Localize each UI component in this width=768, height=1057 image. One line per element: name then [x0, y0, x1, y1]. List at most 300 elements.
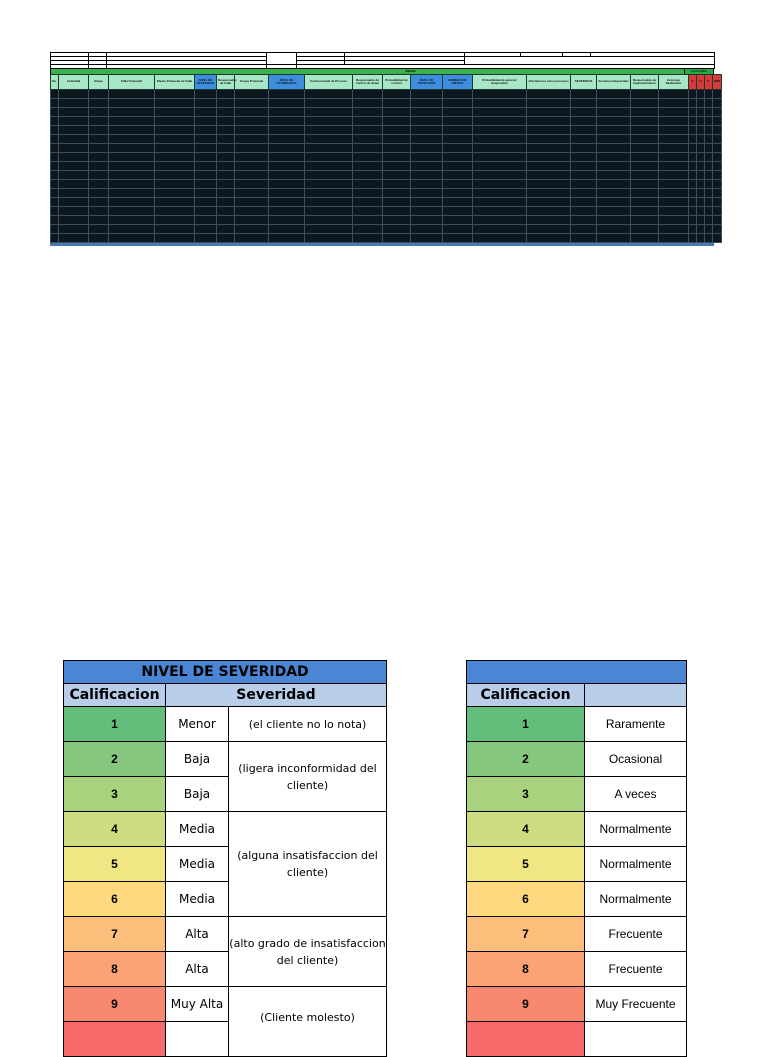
worksheet-cell[interactable] — [571, 234, 597, 243]
worksheet-cell[interactable] — [51, 153, 59, 162]
worksheet-cell[interactable] — [443, 207, 473, 216]
worksheet-cell[interactable] — [235, 153, 269, 162]
worksheet-cell[interactable] — [411, 234, 443, 243]
worksheet-cell[interactable] — [59, 234, 89, 243]
worksheet-cell[interactable] — [353, 171, 383, 180]
worksheet-cell[interactable] — [705, 189, 713, 198]
worksheet-cell[interactable] — [51, 117, 59, 126]
worksheet-cell[interactable] — [713, 225, 722, 234]
worksheet-cell[interactable] — [411, 99, 443, 108]
worksheet-cell[interactable] — [443, 126, 473, 135]
worksheet-cell[interactable] — [659, 171, 689, 180]
worksheet-cell[interactable] — [659, 99, 689, 108]
worksheet-cell[interactable] — [697, 225, 705, 234]
worksheet-cell[interactable] — [383, 144, 411, 153]
worksheet-cell[interactable] — [697, 180, 705, 189]
worksheet-cell[interactable] — [697, 90, 705, 99]
worksheet-cell[interactable] — [109, 99, 155, 108]
worksheet-cell[interactable] — [571, 99, 597, 108]
worksheet-cell[interactable] — [713, 135, 722, 144]
worksheet-cell[interactable] — [597, 135, 631, 144]
worksheet-cell[interactable] — [217, 162, 235, 171]
worksheet-cell[interactable] — [59, 108, 89, 117]
worksheet-cell[interactable] — [305, 135, 353, 144]
worksheet-cell[interactable] — [269, 225, 305, 234]
worksheet-cell[interactable] — [109, 225, 155, 234]
worksheet-cell[interactable] — [571, 207, 597, 216]
worksheet-cell[interactable] — [353, 216, 383, 225]
worksheet-cell[interactable] — [195, 117, 217, 126]
worksheet-cell[interactable] — [155, 153, 195, 162]
worksheet-cell[interactable] — [155, 171, 195, 180]
worksheet-cell[interactable] — [689, 171, 697, 180]
worksheet-cell[interactable] — [89, 234, 109, 243]
worksheet-cell[interactable] — [473, 144, 527, 153]
worksheet-cell[interactable] — [659, 189, 689, 198]
worksheet-cell[interactable] — [217, 180, 235, 189]
worksheet-cell[interactable] — [235, 144, 269, 153]
worksheet-cell[interactable] — [597, 189, 631, 198]
worksheet-cell[interactable] — [527, 234, 571, 243]
worksheet-cell[interactable] — [659, 216, 689, 225]
worksheet-cell[interactable] — [305, 180, 353, 189]
worksheet-cell[interactable] — [689, 99, 697, 108]
worksheet-cell[interactable] — [109, 234, 155, 243]
worksheet-cell[interactable] — [217, 171, 235, 180]
worksheet-cell[interactable] — [527, 216, 571, 225]
worksheet-cell[interactable] — [217, 189, 235, 198]
worksheet-cell[interactable] — [383, 234, 411, 243]
worksheet-cell[interactable] — [689, 117, 697, 126]
worksheet-cell[interactable] — [383, 180, 411, 189]
worksheet-cell[interactable] — [217, 108, 235, 117]
worksheet-cell[interactable] — [89, 207, 109, 216]
worksheet-cell[interactable] — [195, 225, 217, 234]
worksheet-cell[interactable] — [689, 144, 697, 153]
worksheet-cell[interactable] — [51, 135, 59, 144]
worksheet-cell[interactable] — [705, 108, 713, 117]
worksheet-cell[interactable] — [59, 225, 89, 234]
worksheet-cell[interactable] — [713, 153, 722, 162]
worksheet-cell[interactable] — [443, 180, 473, 189]
worksheet-cell[interactable] — [597, 162, 631, 171]
worksheet-cell[interactable] — [443, 216, 473, 225]
worksheet-cell[interactable] — [195, 180, 217, 189]
worksheet-cell[interactable] — [89, 99, 109, 108]
worksheet-cell[interactable] — [195, 171, 217, 180]
worksheet-cell[interactable] — [713, 126, 722, 135]
worksheet-cell[interactable] — [697, 189, 705, 198]
worksheet-cell[interactable] — [697, 198, 705, 207]
worksheet-cell[interactable] — [697, 153, 705, 162]
worksheet-cell[interactable] — [705, 153, 713, 162]
worksheet-cell[interactable] — [155, 126, 195, 135]
worksheet-cell[interactable] — [705, 198, 713, 207]
worksheet-cell[interactable] — [527, 153, 571, 162]
worksheet-cell[interactable] — [473, 225, 527, 234]
worksheet-cell[interactable] — [597, 171, 631, 180]
worksheet-cell[interactable] — [217, 90, 235, 99]
worksheet-cell[interactable] — [527, 207, 571, 216]
worksheet-cell[interactable] — [269, 153, 305, 162]
worksheet-cell[interactable] — [443, 162, 473, 171]
worksheet-cell[interactable] — [411, 207, 443, 216]
worksheet-cell[interactable] — [631, 117, 659, 126]
worksheet-cell[interactable] — [473, 180, 527, 189]
worksheet-cell[interactable] — [155, 99, 195, 108]
worksheet-cell[interactable] — [59, 189, 89, 198]
worksheet-cell[interactable] — [235, 162, 269, 171]
worksheet-cell[interactable] — [597, 117, 631, 126]
worksheet-cell[interactable] — [473, 234, 527, 243]
worksheet-cell[interactable] — [631, 207, 659, 216]
worksheet-cell[interactable] — [195, 135, 217, 144]
worksheet-cell[interactable] — [527, 198, 571, 207]
worksheet-cell[interactable] — [631, 162, 659, 171]
worksheet-cell[interactable] — [631, 99, 659, 108]
worksheet-cell[interactable] — [89, 180, 109, 189]
worksheet-cell[interactable] — [383, 216, 411, 225]
worksheet-cell[interactable] — [195, 234, 217, 243]
worksheet-cell[interactable] — [527, 162, 571, 171]
worksheet-cell[interactable] — [269, 180, 305, 189]
worksheet-cell[interactable] — [443, 225, 473, 234]
worksheet-cell[interactable] — [571, 153, 597, 162]
worksheet-cell[interactable] — [109, 207, 155, 216]
worksheet-cell[interactable] — [305, 162, 353, 171]
worksheet-cell[interactable] — [155, 216, 195, 225]
worksheet-cell[interactable] — [705, 180, 713, 189]
worksheet-cell[interactable] — [443, 171, 473, 180]
worksheet-cell[interactable] — [269, 99, 305, 108]
worksheet-cell[interactable] — [109, 144, 155, 153]
worksheet-cell[interactable] — [697, 171, 705, 180]
worksheet-cell[interactable] — [235, 207, 269, 216]
worksheet-cell[interactable] — [713, 99, 722, 108]
worksheet-cell[interactable] — [155, 180, 195, 189]
worksheet-cell[interactable] — [235, 216, 269, 225]
worksheet-cell[interactable] — [383, 189, 411, 198]
worksheet-cell[interactable] — [713, 216, 722, 225]
worksheet-cell[interactable] — [571, 225, 597, 234]
worksheet-cell[interactable] — [527, 189, 571, 198]
worksheet-cell[interactable] — [571, 108, 597, 117]
worksheet-cell[interactable] — [269, 216, 305, 225]
worksheet-cell[interactable] — [269, 198, 305, 207]
worksheet-cell[interactable] — [235, 189, 269, 198]
worksheet-cell[interactable] — [697, 99, 705, 108]
worksheet-cell[interactable] — [269, 234, 305, 243]
worksheet-cell[interactable] — [527, 126, 571, 135]
worksheet-cell[interactable] — [109, 162, 155, 171]
worksheet-cell[interactable] — [89, 126, 109, 135]
worksheet-cell[interactable] — [305, 189, 353, 198]
worksheet-cell[interactable] — [443, 144, 473, 153]
worksheet-cell[interactable] — [597, 216, 631, 225]
worksheet-cell[interactable] — [631, 90, 659, 99]
worksheet-cell[interactable] — [713, 207, 722, 216]
worksheet-cell[interactable] — [59, 198, 89, 207]
worksheet-cell[interactable] — [89, 144, 109, 153]
worksheet-cell[interactable] — [235, 180, 269, 189]
worksheet-cell[interactable] — [689, 234, 697, 243]
worksheet-cell[interactable] — [597, 99, 631, 108]
worksheet-cell[interactable] — [571, 90, 597, 99]
worksheet-cell[interactable] — [155, 90, 195, 99]
worksheet-cell[interactable] — [109, 117, 155, 126]
worksheet-cell[interactable] — [597, 144, 631, 153]
worksheet-cell[interactable] — [269, 117, 305, 126]
worksheet-cell[interactable] — [697, 144, 705, 153]
worksheet-cell[interactable] — [689, 135, 697, 144]
worksheet-cell[interactable] — [217, 144, 235, 153]
worksheet-cell[interactable] — [571, 117, 597, 126]
worksheet-cell[interactable] — [109, 216, 155, 225]
worksheet-cell[interactable] — [89, 135, 109, 144]
worksheet-cell[interactable] — [659, 180, 689, 189]
worksheet-cell[interactable] — [353, 162, 383, 171]
worksheet-cell[interactable] — [353, 225, 383, 234]
worksheet-cell[interactable] — [59, 135, 89, 144]
worksheet-cell[interactable] — [109, 153, 155, 162]
worksheet-cell[interactable] — [383, 162, 411, 171]
worksheet-cell[interactable] — [411, 162, 443, 171]
worksheet-cell[interactable] — [155, 234, 195, 243]
worksheet-cell[interactable] — [527, 108, 571, 117]
worksheet-cell[interactable] — [51, 144, 59, 153]
worksheet-cell[interactable] — [51, 99, 59, 108]
worksheet-cell[interactable] — [59, 171, 89, 180]
worksheet-cell[interactable] — [195, 207, 217, 216]
worksheet-cell[interactable] — [697, 216, 705, 225]
worksheet-cell[interactable] — [659, 153, 689, 162]
worksheet-cell[interactable] — [689, 225, 697, 234]
worksheet-cell[interactable] — [155, 162, 195, 171]
worksheet-cell[interactable] — [269, 108, 305, 117]
worksheet-cell[interactable] — [353, 198, 383, 207]
worksheet-cell[interactable] — [353, 99, 383, 108]
worksheet-cell[interactable] — [473, 207, 527, 216]
worksheet-cell[interactable] — [269, 135, 305, 144]
worksheet-cell[interactable] — [473, 126, 527, 135]
worksheet-cell[interactable] — [155, 225, 195, 234]
worksheet-cell[interactable] — [411, 189, 443, 198]
worksheet-cell[interactable] — [689, 216, 697, 225]
worksheet-cell[interactable] — [571, 180, 597, 189]
worksheet-cell[interactable] — [195, 126, 217, 135]
worksheet-cell[interactable] — [659, 207, 689, 216]
worksheet-cell[interactable] — [631, 144, 659, 153]
worksheet-cell[interactable] — [383, 198, 411, 207]
worksheet-cell[interactable] — [697, 135, 705, 144]
worksheet-cell[interactable] — [631, 234, 659, 243]
worksheet-cell[interactable] — [235, 99, 269, 108]
worksheet-cell[interactable] — [527, 117, 571, 126]
worksheet-cell[interactable] — [217, 234, 235, 243]
worksheet-cell[interactable] — [713, 234, 722, 243]
worksheet-cell[interactable] — [689, 126, 697, 135]
worksheet-cell[interactable] — [383, 135, 411, 144]
worksheet-cell[interactable] — [383, 108, 411, 117]
worksheet-cell[interactable] — [443, 198, 473, 207]
worksheet-cell[interactable] — [89, 225, 109, 234]
worksheet-cell[interactable] — [705, 207, 713, 216]
worksheet-cell[interactable] — [217, 126, 235, 135]
worksheet-cell[interactable] — [689, 189, 697, 198]
worksheet-cell[interactable] — [305, 108, 353, 117]
worksheet-cell[interactable] — [89, 198, 109, 207]
worksheet-cell[interactable] — [59, 180, 89, 189]
worksheet-cell[interactable] — [353, 117, 383, 126]
worksheet-cell[interactable] — [305, 216, 353, 225]
worksheet-cell[interactable] — [713, 108, 722, 117]
worksheet-cell[interactable] — [443, 135, 473, 144]
worksheet-cell[interactable] — [155, 117, 195, 126]
worksheet-cell[interactable] — [155, 198, 195, 207]
worksheet-cell[interactable] — [217, 198, 235, 207]
worksheet-cell[interactable] — [631, 216, 659, 225]
worksheet-cell[interactable] — [51, 198, 59, 207]
worksheet-cell[interactable] — [659, 144, 689, 153]
worksheet-cell[interactable] — [89, 90, 109, 99]
worksheet-cell[interactable] — [689, 198, 697, 207]
worksheet-cell[interactable] — [353, 153, 383, 162]
worksheet-cell[interactable] — [411, 117, 443, 126]
worksheet-cell[interactable] — [383, 153, 411, 162]
worksheet-cell[interactable] — [571, 171, 597, 180]
worksheet-cell[interactable] — [713, 189, 722, 198]
worksheet-cell[interactable] — [527, 99, 571, 108]
worksheet-cell[interactable] — [305, 171, 353, 180]
worksheet-cell[interactable] — [705, 126, 713, 135]
worksheet-cell[interactable] — [59, 126, 89, 135]
worksheet-cell[interactable] — [571, 162, 597, 171]
worksheet-cell[interactable] — [689, 90, 697, 99]
worksheet-cell[interactable] — [443, 90, 473, 99]
worksheet-cell[interactable] — [89, 108, 109, 117]
worksheet-cell[interactable] — [195, 189, 217, 198]
worksheet-cell[interactable] — [109, 126, 155, 135]
worksheet-cell[interactable] — [235, 171, 269, 180]
worksheet-cell[interactable] — [597, 225, 631, 234]
worksheet-cell[interactable] — [571, 135, 597, 144]
worksheet-cell[interactable] — [597, 198, 631, 207]
worksheet-cell[interactable] — [697, 234, 705, 243]
worksheet-cell[interactable] — [269, 144, 305, 153]
worksheet-cell[interactable] — [195, 198, 217, 207]
worksheet-cell[interactable] — [305, 225, 353, 234]
worksheet-cell[interactable] — [305, 99, 353, 108]
worksheet-cell[interactable] — [235, 234, 269, 243]
worksheet-cell[interactable] — [705, 90, 713, 99]
worksheet-cell[interactable] — [659, 198, 689, 207]
worksheet-cell[interactable] — [705, 99, 713, 108]
worksheet-cell[interactable] — [697, 207, 705, 216]
worksheet-cell[interactable] — [89, 153, 109, 162]
worksheet-cell[interactable] — [235, 135, 269, 144]
worksheet-cell[interactable] — [411, 108, 443, 117]
worksheet-cell[interactable] — [411, 135, 443, 144]
worksheet-cell[interactable] — [51, 126, 59, 135]
worksheet-cell[interactable] — [109, 90, 155, 99]
worksheet-cell[interactable] — [689, 153, 697, 162]
worksheet-cell[interactable] — [109, 171, 155, 180]
worksheet-cell[interactable] — [631, 189, 659, 198]
worksheet-cell[interactable] — [195, 99, 217, 108]
worksheet-cell[interactable] — [305, 198, 353, 207]
worksheet-cell[interactable] — [383, 126, 411, 135]
worksheet-cell[interactable] — [109, 189, 155, 198]
worksheet-cell[interactable] — [269, 207, 305, 216]
worksheet-cell[interactable] — [235, 126, 269, 135]
worksheet-cell[interactable] — [217, 99, 235, 108]
worksheet-cell[interactable] — [443, 234, 473, 243]
worksheet-cell[interactable] — [195, 144, 217, 153]
worksheet-cell[interactable] — [195, 153, 217, 162]
worksheet-cell[interactable] — [383, 117, 411, 126]
worksheet-cell[interactable] — [411, 198, 443, 207]
worksheet-cell[interactable] — [235, 117, 269, 126]
worksheet-cell[interactable] — [217, 153, 235, 162]
worksheet-cell[interactable] — [59, 90, 89, 99]
worksheet-cell[interactable] — [89, 117, 109, 126]
worksheet-cell[interactable] — [527, 144, 571, 153]
worksheet-cell[interactable] — [713, 171, 722, 180]
worksheet-cell[interactable] — [697, 126, 705, 135]
worksheet-cell[interactable] — [443, 108, 473, 117]
worksheet-cell[interactable] — [631, 126, 659, 135]
worksheet-cell[interactable] — [443, 189, 473, 198]
worksheet-cell[interactable] — [353, 207, 383, 216]
worksheet-cell[interactable] — [473, 135, 527, 144]
worksheet-cell[interactable] — [305, 144, 353, 153]
worksheet-cell[interactable] — [51, 234, 59, 243]
worksheet-cell[interactable] — [235, 198, 269, 207]
worksheet-cell[interactable] — [305, 234, 353, 243]
worksheet-cell[interactable] — [571, 189, 597, 198]
worksheet-cell[interactable] — [571, 126, 597, 135]
worksheet-cell[interactable] — [473, 171, 527, 180]
worksheet-cell[interactable] — [305, 117, 353, 126]
worksheet-cell[interactable] — [353, 108, 383, 117]
worksheet-cell[interactable] — [51, 162, 59, 171]
worksheet-cell[interactable] — [527, 180, 571, 189]
worksheet-cell[interactable] — [713, 117, 722, 126]
worksheet-cell[interactable] — [305, 153, 353, 162]
worksheet-cell[interactable] — [473, 117, 527, 126]
worksheet-cell[interactable] — [59, 99, 89, 108]
worksheet-cell[interactable] — [353, 180, 383, 189]
worksheet-cell[interactable] — [659, 108, 689, 117]
worksheet-cell[interactable] — [597, 108, 631, 117]
worksheet-cell[interactable] — [411, 126, 443, 135]
worksheet-cell[interactable] — [51, 207, 59, 216]
worksheet-cell[interactable] — [411, 225, 443, 234]
worksheet-cell[interactable] — [353, 126, 383, 135]
worksheet-cell[interactable] — [269, 126, 305, 135]
worksheet-cell[interactable] — [571, 144, 597, 153]
worksheet-cell[interactable] — [597, 126, 631, 135]
worksheet-cell[interactable] — [411, 144, 443, 153]
worksheet-cell[interactable] — [705, 117, 713, 126]
worksheet-cell[interactable] — [383, 207, 411, 216]
worksheet-cell[interactable] — [195, 216, 217, 225]
worksheet-cell[interactable] — [689, 180, 697, 189]
worksheet-cell[interactable] — [713, 162, 722, 171]
worksheet-cell[interactable] — [269, 171, 305, 180]
worksheet-cell[interactable] — [659, 135, 689, 144]
worksheet-cell[interactable] — [705, 162, 713, 171]
